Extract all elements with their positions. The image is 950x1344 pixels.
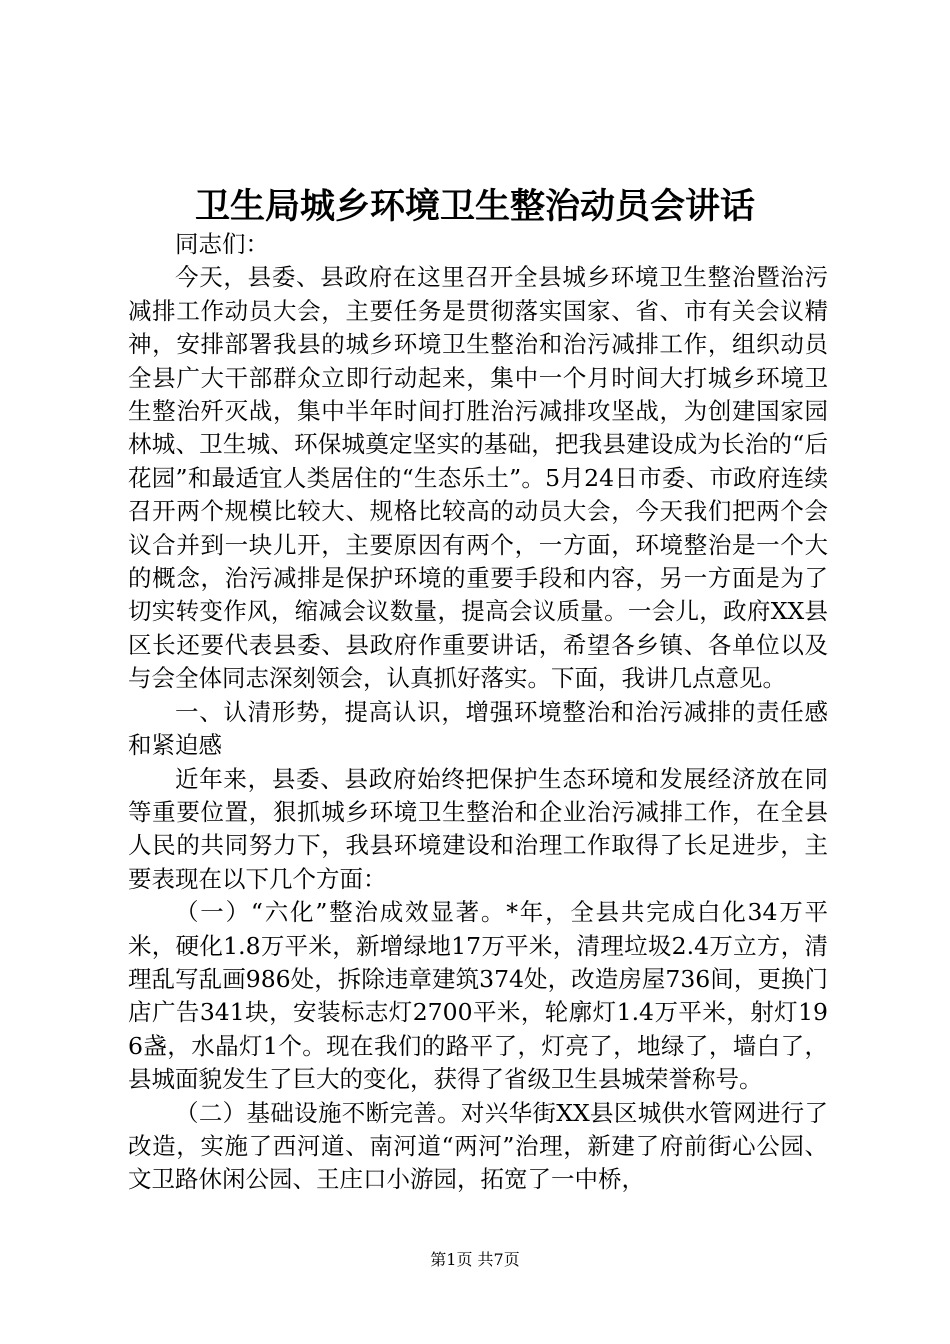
- section-heading: 一、认清形势，提高认识，增强环境整治和治污减排的责任感和紧迫感: [128, 697, 828, 760]
- body-paragraph: 近年来，县委、县政府始终把保护生态环境和发展经济放在同等重要位置，狠抓城乡环境卫生整治和企业治污减排工作，在全县人民的共同努力下，我县环境建设和治理工作取得了长足进步，主要表现在以下几个方面：: [128, 764, 828, 893]
- salutation-paragraph: 同志们：: [175, 230, 269, 258]
- body-paragraph: （二）基础设施不断完善。对兴华街XX县区城供水管网进行了改造，实施了西河道、南河道“两河”治理，新建了府前街心公园、文卫路休闲公园、王庄口小游园，拓宽了一中桥，: [128, 1098, 828, 1194]
- document-title: 卫生局城乡环境卫生整治动员会讲话: [194, 186, 755, 227]
- document-body: [128, 228, 828, 1197]
- page-footer: 第1页 共7页: [430, 1250, 520, 1269]
- body-paragraph: （一）“六化”整治成效显著。*年，全县共完成白化34万平米，硬化1.8万平米，新增绿地17万平米，清理垃圾2.4万立方，清理乱写乱画986处，拆除违章建筑374处，改造房屋736间，更换门店广告341块，安装标志灯2700平米，轮廓灯1.4万平米，射灯196盏，水晶灯1个。现在我们的路平了，灯亮了，地绿了，墙白了，县城面貌发生了巨大的变化，获得了省级卫生县城荣誉称号。: [128, 898, 828, 1094]
- body-paragraph: 今天，县委、县政府在这里召开全县城乡环境卫生整治暨治污减排工作动员大会，主要任务是贯彻落实国家、省、市有关会议精神，安排部署我县的城乡环境卫生整治和治污减排工作，组织动员全县广大干部群众立即行动起来，集中一个月时间大打城乡环境卫生整治歼灭战，集中半年时间打胜治污减排攻坚战，为创建国家园林城、卫生城、环保城奠定坚实的基础，把我县建设成为长治的“后花园”和最适宜人类居住的“生态乐土”。5月24日市委、市政府连续召开两个规模比较大、规格比较高的动员大会，今天我们把两个会议合并到一块儿开，主要原因有两个，一方面，环境整治是一个大的概念，治污减排是保护环境的重要手段和内容，另一方面是为了切实转变作风，缩减会议数量，提高会议质量。一会儿，政府XX县区长还要代表县委、县政府作重要讲话，希望各乡镇、各单位以及与会全体同志深刻领会，认真抓好落实。下面，我讲几点意见。: [128, 263, 828, 693]
